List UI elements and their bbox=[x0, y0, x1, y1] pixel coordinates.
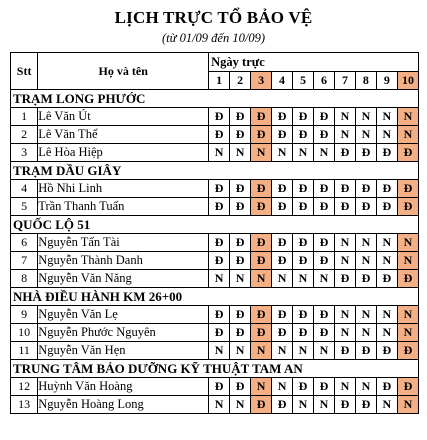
shift-cell: N bbox=[376, 108, 397, 126]
roster-body bbox=[11, 90, 419, 414]
shift-cell: Đ bbox=[397, 270, 418, 288]
day-column-header: 8 bbox=[355, 72, 376, 90]
shift-cell: N bbox=[230, 270, 251, 288]
table-row bbox=[11, 126, 419, 144]
page-title: LỊCH TRỰC TỔ BẢO VỆ bbox=[114, 8, 313, 27]
table-row bbox=[11, 108, 419, 126]
shift-cell: Đ bbox=[209, 378, 230, 396]
shift-cell: Đ bbox=[251, 252, 272, 270]
day-column-header: 6 bbox=[314, 72, 335, 90]
shift-cell: N bbox=[355, 378, 376, 396]
shift-cell: Đ bbox=[230, 126, 251, 144]
shift-cell: Đ bbox=[334, 144, 355, 162]
shift-cell: N bbox=[314, 270, 335, 288]
shift-cell: Đ bbox=[314, 324, 335, 342]
shift-cell: Đ bbox=[251, 198, 272, 216]
shift-cell: Đ bbox=[355, 180, 376, 198]
shift-cell: N bbox=[251, 144, 272, 162]
shift-cell: N bbox=[293, 396, 314, 414]
staff-name: Lê Hòa Hiệp bbox=[38, 144, 209, 162]
shift-cell: N bbox=[334, 378, 355, 396]
shift-cell: N bbox=[272, 378, 293, 396]
shift-cell: N bbox=[293, 144, 314, 162]
shift-cell: Đ bbox=[314, 378, 335, 396]
staff-name: Nguyễn Văn Năng bbox=[38, 270, 209, 288]
shift-cell: N bbox=[355, 108, 376, 126]
shift-cell: Đ bbox=[251, 396, 272, 414]
shift-cell: N bbox=[251, 378, 272, 396]
shift-cell: Đ bbox=[272, 108, 293, 126]
table-header bbox=[11, 53, 419, 90]
table-row bbox=[11, 198, 419, 216]
shift-cell: N bbox=[397, 324, 418, 342]
shift-cell: Đ bbox=[293, 234, 314, 252]
shift-cell: Đ bbox=[293, 324, 314, 342]
table-row bbox=[11, 396, 419, 414]
shift-cell: N bbox=[209, 270, 230, 288]
shift-cell: Đ bbox=[293, 108, 314, 126]
row-number: 9 bbox=[11, 306, 38, 324]
row-number: 6 bbox=[11, 234, 38, 252]
day-column-header: 7 bbox=[334, 72, 355, 90]
stt-header: Stt bbox=[11, 53, 38, 90]
group-name: NHÀ ĐIỀU HÀNH KM 26+00 bbox=[11, 288, 419, 306]
day-column-header: 4 bbox=[272, 72, 293, 90]
shift-cell: Đ bbox=[397, 342, 418, 360]
staff-name: Nguyễn Tấn Tài bbox=[38, 234, 209, 252]
group-section-row bbox=[11, 288, 419, 306]
row-number: 8 bbox=[11, 270, 38, 288]
shift-cell: N bbox=[334, 324, 355, 342]
shift-cell: N bbox=[334, 108, 355, 126]
shift-cell: N bbox=[376, 126, 397, 144]
day-column-header: 5 bbox=[293, 72, 314, 90]
group-name: TRẠM DẦU GIÂY bbox=[11, 162, 419, 180]
table-row bbox=[11, 234, 419, 252]
shift-cell: Đ bbox=[397, 144, 418, 162]
shift-cell: Đ bbox=[334, 180, 355, 198]
shift-cell: N bbox=[230, 144, 251, 162]
staff-name: Lê Văn Út bbox=[38, 108, 209, 126]
shift-cell: N bbox=[230, 342, 251, 360]
shift-cell: N bbox=[272, 144, 293, 162]
staff-name: Nguyễn Thành Danh bbox=[38, 252, 209, 270]
day-column-header: 1 bbox=[209, 72, 230, 90]
shift-cell: Đ bbox=[209, 252, 230, 270]
shift-cell: Đ bbox=[272, 396, 293, 414]
shift-cell: Đ bbox=[230, 198, 251, 216]
shift-cell: Đ bbox=[209, 108, 230, 126]
group-name: TRUNG TÂM BẢO DƯỠNG KỸ THUẬT TAM AN bbox=[11, 360, 419, 378]
shift-cell: Đ bbox=[230, 324, 251, 342]
shift-cell: N bbox=[334, 126, 355, 144]
shift-cell: Đ bbox=[334, 342, 355, 360]
shift-cell: Đ bbox=[230, 180, 251, 198]
shift-cell: N bbox=[355, 126, 376, 144]
group-name: TRẠM LONG PHƯỚC bbox=[11, 90, 419, 108]
shift-cell: Đ bbox=[272, 252, 293, 270]
shift-cell: N bbox=[334, 306, 355, 324]
shift-cell: Đ bbox=[251, 108, 272, 126]
row-number: 13 bbox=[11, 396, 38, 414]
shift-cell: Đ bbox=[209, 324, 230, 342]
shift-cell: N bbox=[397, 234, 418, 252]
group-name: QUỐC LỘ 51 bbox=[11, 216, 419, 234]
shift-cell: Đ bbox=[293, 378, 314, 396]
shift-cell: Đ bbox=[272, 306, 293, 324]
shift-cell: Đ bbox=[314, 180, 335, 198]
shift-cell: N bbox=[334, 234, 355, 252]
shift-cell: Đ bbox=[376, 270, 397, 288]
shift-cell: Đ bbox=[293, 198, 314, 216]
shift-cell: Đ bbox=[272, 234, 293, 252]
row-number: 3 bbox=[11, 144, 38, 162]
shift-cell: N bbox=[334, 252, 355, 270]
shift-cell: N bbox=[230, 396, 251, 414]
shift-cell: N bbox=[251, 342, 272, 360]
shift-cell: Đ bbox=[376, 198, 397, 216]
shift-cell: N bbox=[209, 396, 230, 414]
shift-cell: Đ bbox=[355, 396, 376, 414]
shift-cell: Đ bbox=[314, 252, 335, 270]
shift-cell: Đ bbox=[314, 126, 335, 144]
row-number: 1 bbox=[11, 108, 38, 126]
day-column-header: 9 bbox=[376, 72, 397, 90]
shift-cell: Đ bbox=[209, 126, 230, 144]
shift-cell: Đ bbox=[230, 252, 251, 270]
shift-cell: N bbox=[355, 234, 376, 252]
shift-cell: Đ bbox=[376, 342, 397, 360]
shift-cell: Đ bbox=[209, 234, 230, 252]
shift-cell: Đ bbox=[334, 396, 355, 414]
staff-name: Hồ Nhi Linh bbox=[38, 180, 209, 198]
table-row bbox=[11, 144, 419, 162]
table-row bbox=[11, 270, 419, 288]
shift-cell: N bbox=[376, 324, 397, 342]
group-section-row bbox=[11, 162, 419, 180]
group-section-row bbox=[11, 360, 419, 378]
row-number: 2 bbox=[11, 126, 38, 144]
staff-name: Nguyễn Văn Lẹ bbox=[38, 306, 209, 324]
staff-name: Nguyễn Hoàng Long bbox=[38, 396, 209, 414]
shift-cell: N bbox=[355, 306, 376, 324]
shift-cell: Đ bbox=[376, 144, 397, 162]
table-row bbox=[11, 324, 419, 342]
shift-cell: Đ bbox=[251, 306, 272, 324]
shift-cell: N bbox=[314, 144, 335, 162]
shift-cell: N bbox=[209, 144, 230, 162]
row-number: 12 bbox=[11, 378, 38, 396]
shift-cell: Đ bbox=[355, 270, 376, 288]
shift-cell: N bbox=[293, 342, 314, 360]
group-section-row bbox=[11, 216, 419, 234]
row-number: 10 bbox=[11, 324, 38, 342]
shift-cell: N bbox=[397, 108, 418, 126]
duty-days-header: Ngày trực bbox=[209, 53, 419, 72]
shift-cell: Đ bbox=[230, 306, 251, 324]
shift-cell: N bbox=[355, 324, 376, 342]
shift-cell: N bbox=[376, 252, 397, 270]
shift-cell: Đ bbox=[230, 234, 251, 252]
shift-cell: N bbox=[272, 270, 293, 288]
shift-cell: Đ bbox=[314, 198, 335, 216]
shift-cell: Đ bbox=[251, 180, 272, 198]
shift-cell: Đ bbox=[272, 126, 293, 144]
shift-cell: Đ bbox=[293, 252, 314, 270]
shift-cell: Đ bbox=[272, 324, 293, 342]
shift-cell: Đ bbox=[251, 234, 272, 252]
row-number: 4 bbox=[11, 180, 38, 198]
shift-cell: Đ bbox=[293, 126, 314, 144]
shift-cell: Đ bbox=[251, 126, 272, 144]
shift-cell: Đ bbox=[293, 306, 314, 324]
shift-cell: Đ bbox=[209, 198, 230, 216]
day-column-header: 2 bbox=[230, 72, 251, 90]
shift-cell: N bbox=[272, 342, 293, 360]
shift-cell: Đ bbox=[355, 144, 376, 162]
shift-cell: N bbox=[397, 126, 418, 144]
name-header: Họ và tên bbox=[38, 53, 209, 90]
row-number: 7 bbox=[11, 252, 38, 270]
shift-cell: Đ bbox=[314, 108, 335, 126]
shift-cell: Đ bbox=[355, 342, 376, 360]
shift-cell: Đ bbox=[314, 306, 335, 324]
shift-cell: Đ bbox=[376, 378, 397, 396]
group-section-row bbox=[11, 90, 419, 108]
row-number: 5 bbox=[11, 198, 38, 216]
shift-cell: Đ bbox=[230, 378, 251, 396]
duty-roster-table bbox=[10, 52, 419, 414]
shift-cell: Đ bbox=[376, 180, 397, 198]
shift-cell: N bbox=[314, 396, 335, 414]
shift-cell: N bbox=[209, 342, 230, 360]
shift-cell: N bbox=[314, 342, 335, 360]
table-row bbox=[11, 180, 419, 198]
shift-cell: Đ bbox=[272, 180, 293, 198]
table-row bbox=[11, 342, 419, 360]
day-column-header: 10 bbox=[397, 72, 418, 90]
staff-name: Nguyễn Văn Hẹn bbox=[38, 342, 209, 360]
table-row bbox=[11, 252, 419, 270]
shift-cell: N bbox=[397, 396, 418, 414]
shift-cell: Đ bbox=[272, 198, 293, 216]
shift-cell: Đ bbox=[397, 198, 418, 216]
shift-cell: Đ bbox=[314, 234, 335, 252]
staff-name: Trần Thanh Tuấn bbox=[38, 198, 209, 216]
shift-cell: N bbox=[293, 270, 314, 288]
shift-cell: Đ bbox=[397, 378, 418, 396]
shift-cell: Đ bbox=[251, 324, 272, 342]
shift-cell: N bbox=[376, 396, 397, 414]
shift-cell: N bbox=[251, 270, 272, 288]
day-column-header: 3 bbox=[251, 72, 272, 90]
shift-cell: N bbox=[397, 252, 418, 270]
staff-name: Nguyễn Phước Nguyên bbox=[38, 324, 209, 342]
shift-cell: N bbox=[376, 306, 397, 324]
shift-cell: Đ bbox=[397, 180, 418, 198]
table-row bbox=[11, 306, 419, 324]
shift-cell: Đ bbox=[209, 306, 230, 324]
shift-cell: Đ bbox=[355, 198, 376, 216]
staff-name: Huỳnh Văn Hoàng bbox=[38, 378, 209, 396]
shift-cell: Đ bbox=[334, 198, 355, 216]
shift-cell: Đ bbox=[209, 180, 230, 198]
row-number: 11 bbox=[11, 342, 38, 360]
table-row bbox=[11, 378, 419, 396]
shift-cell: Đ bbox=[230, 108, 251, 126]
shift-cell: N bbox=[376, 234, 397, 252]
shift-cell: N bbox=[355, 252, 376, 270]
shift-cell: N bbox=[397, 306, 418, 324]
shift-cell: Đ bbox=[293, 180, 314, 198]
staff-name: Lê Văn Thể bbox=[38, 126, 209, 144]
shift-cell: Đ bbox=[334, 270, 355, 288]
date-range-subtitle: (từ 01/09 đến 10/09) bbox=[162, 31, 265, 45]
